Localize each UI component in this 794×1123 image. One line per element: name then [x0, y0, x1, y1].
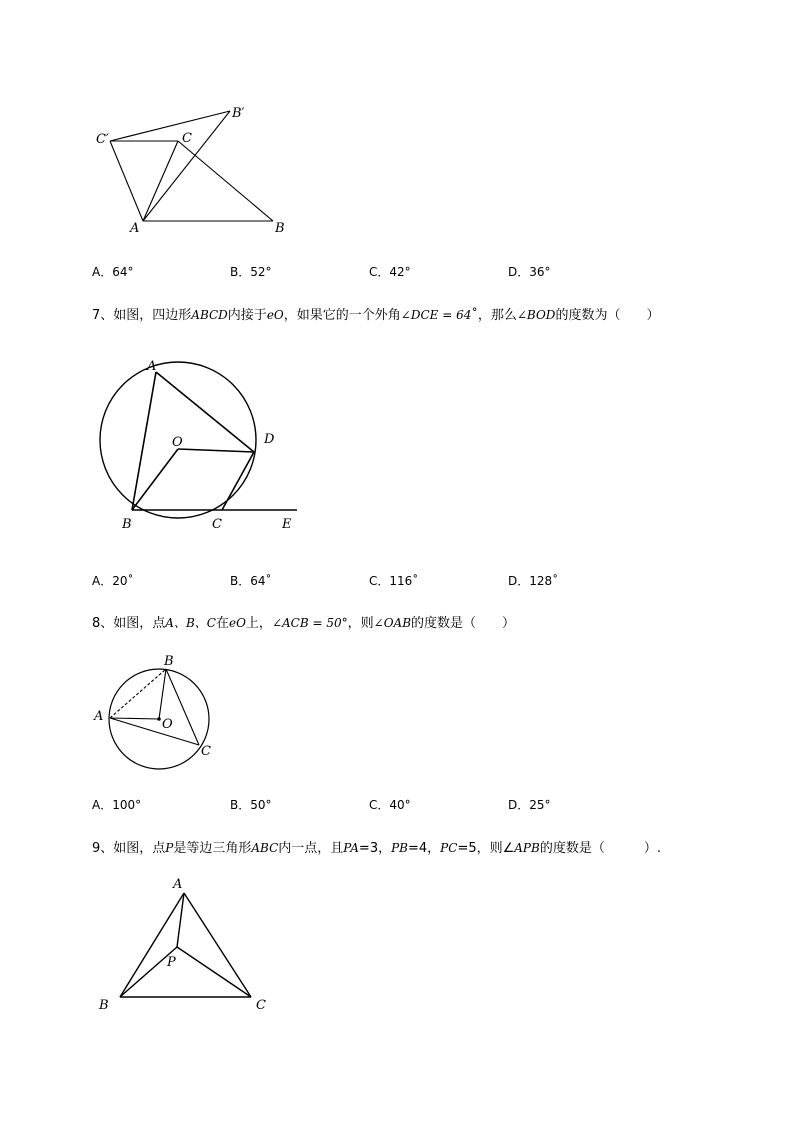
- q8-circle-symbol: e: [228, 616, 237, 630]
- q8-label-a: A: [94, 709, 104, 724]
- q9-label-b: B: [99, 998, 109, 1013]
- q8-seg-a-b-dashed: [110, 669, 166, 718]
- q8-option-c[interactable]: C．40°: [369, 798, 411, 812]
- q6-seg-a-bp: [143, 111, 230, 221]
- q8-question: [92, 612, 515, 631]
- q8-points: A、B、C: [165, 616, 216, 630]
- q7-angle-dce: ∠DCE = 64: [400, 308, 472, 322]
- q7-quad: ABCD: [191, 308, 228, 322]
- q9-text-6: =5，则∠: [457, 841, 515, 856]
- q6-seg-cp-bp: [110, 111, 230, 141]
- q8-seg-b-o: [159, 669, 166, 719]
- q9-text-3: 内一点，且: [278, 841, 344, 856]
- q7-circle-symbol: e: [266, 308, 274, 322]
- q8-text-2: 在: [215, 616, 229, 631]
- q6-label-cp: C′: [96, 132, 109, 147]
- q7-seg-a-b: [132, 372, 156, 510]
- q9-apb: APB: [514, 841, 540, 855]
- q7-label-d: D: [264, 432, 275, 447]
- q6-seg-a-c: [143, 141, 178, 221]
- q9-question: [92, 837, 661, 856]
- q7-seg-o-d: [178, 449, 254, 452]
- q7-degree: ˚: [471, 308, 478, 323]
- q8-text-3: 上，: [245, 616, 272, 631]
- q9-pa: PA: [343, 841, 359, 855]
- q9-text-7: 的度数是（ ）.: [539, 841, 661, 856]
- q9-triangle: ABC: [251, 841, 279, 855]
- q9-seg-a-c: [184, 893, 251, 997]
- q6-figure: [0, 0, 794, 250]
- q7-label-b: B: [122, 517, 132, 532]
- q9-label-a: A: [173, 877, 183, 892]
- q7-label-a: A: [147, 359, 157, 374]
- q6-seg-cp-a: [110, 141, 143, 221]
- q6-option-d[interactable]: D．36°: [508, 265, 551, 279]
- q7-option-c[interactable]: C．116˚: [369, 574, 419, 588]
- q8-text-5: 的度数是（ ）: [411, 616, 516, 631]
- q9-p: P: [165, 841, 174, 855]
- q7-question: [92, 304, 659, 323]
- q6-label-bp: B′: [232, 106, 245, 121]
- q7-figure: [0, 340, 794, 540]
- q7-option-d[interactable]: D．128˚: [508, 574, 559, 588]
- q7-angle-bod: ∠BOD: [516, 308, 556, 322]
- q9-label-c: C: [256, 998, 266, 1013]
- q7-text-1: 7、如图，四边形: [92, 308, 192, 323]
- q8-option-a[interactable]: A．100°: [92, 798, 142, 812]
- q8-option-d[interactable]: D．25°: [508, 798, 551, 812]
- q6-label-b: B: [275, 221, 285, 236]
- q9-text-4: =3，: [358, 841, 392, 856]
- q7-option-a[interactable]: A．20˚: [92, 574, 134, 588]
- q8-angle-oab: ∠OAB: [373, 616, 412, 630]
- q7-o: O: [273, 308, 284, 322]
- q9-pb: PB: [391, 841, 408, 855]
- q8-text-1: 8、如图，点: [92, 616, 166, 631]
- q8-label-o: O: [162, 717, 173, 732]
- q6-label-c: C: [182, 131, 192, 146]
- q8-label-b: B: [164, 654, 174, 669]
- q6-option-b[interactable]: B．52°: [230, 265, 272, 279]
- q7-seg-d-c: [222, 452, 254, 510]
- q9-pc: PC: [440, 841, 458, 855]
- q9-label-p: P: [167, 955, 176, 970]
- q7-label-c: C: [212, 517, 222, 532]
- q7-text-4: ，那么: [477, 308, 517, 323]
- q9-seg-a-p: [177, 893, 184, 947]
- q8-o: O: [236, 616, 246, 630]
- q9-text-1: 9、如图，点: [92, 841, 166, 856]
- q9-text-2: 是等边三角形: [173, 841, 252, 856]
- q7-seg-a-d: [156, 372, 254, 452]
- q7-seg-b-o: [132, 449, 178, 510]
- q7-label-o: O: [172, 435, 183, 450]
- q9-seg-p-c: [177, 947, 251, 997]
- q6-option-a[interactable]: A．64°: [92, 265, 134, 279]
- q9-text-5: =4，: [408, 841, 441, 856]
- q8-figure: [0, 645, 794, 780]
- q8-angle-acb: ∠ACB = 50°: [271, 616, 348, 630]
- q6-seg-c-b: [178, 141, 273, 221]
- q8-center-dot: [157, 717, 161, 721]
- q7-option-b[interactable]: B．64˚: [230, 574, 272, 588]
- q6-label-a: A: [130, 221, 140, 236]
- q7-label-e: E: [282, 517, 292, 532]
- q9-figure: [0, 870, 794, 1020]
- q8-option-b[interactable]: B．50°: [230, 798, 272, 812]
- q8-seg-a-o: [110, 718, 159, 719]
- q7-text-3: ，如果它的一个外角: [283, 308, 401, 323]
- q8-text-4: ，则: [347, 616, 374, 631]
- q7-text-5: 的度数为（ ）: [555, 308, 660, 323]
- q9-seg-a-b: [120, 893, 184, 997]
- q8-label-c: C: [201, 744, 211, 759]
- q8-seg-b-c: [166, 669, 199, 745]
- q6-option-c[interactable]: C．42°: [369, 265, 411, 279]
- q7-text-2: 内接于: [227, 308, 267, 323]
- q8-seg-a-c: [110, 718, 199, 745]
